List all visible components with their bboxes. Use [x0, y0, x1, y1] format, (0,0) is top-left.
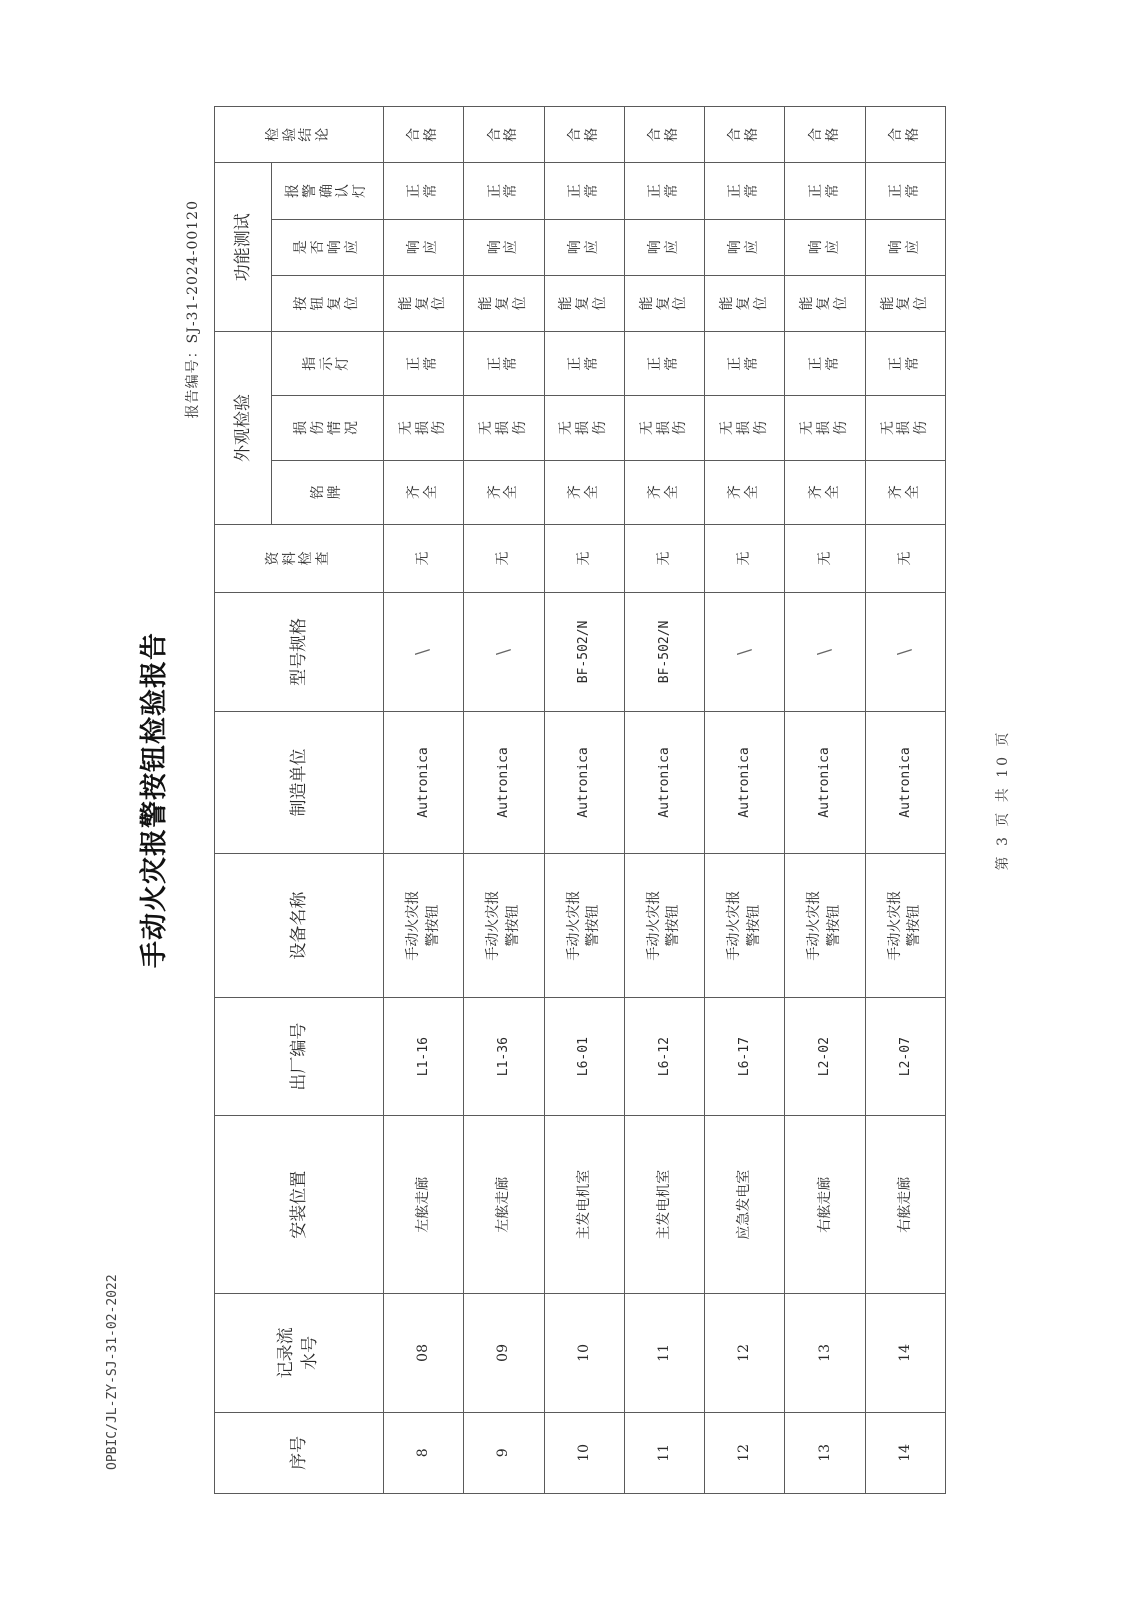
cell-conclusion-text: 合格 [406, 127, 440, 142]
cell-serial-no: L6-12 [624, 997, 704, 1116]
cell-seq: 11 [624, 1412, 704, 1493]
cell-response [624, 219, 704, 275]
cell-damage-text: 无损伤 [719, 421, 769, 435]
cell-alarm-light-text: 正常 [807, 184, 841, 199]
cell-location: 主发电机室 [544, 1116, 624, 1294]
table-body [384, 107, 946, 1494]
cell-damage-text: 无损伤 [558, 421, 609, 435]
cell-doc-check: 无 [544, 524, 624, 592]
cell-conclusion-text: 合格 [566, 127, 600, 142]
cell-indicator [785, 332, 865, 396]
col-doc-check-label: 资料检查 [264, 551, 332, 566]
report-number-value: SJ-31-2024-00120 [185, 200, 201, 344]
cell-response [384, 219, 464, 275]
col-conclusion-label: 检验结论 [264, 127, 332, 142]
cell-button-reset [384, 275, 464, 331]
cell-response-text: 响应 [807, 240, 841, 255]
cell-serial-no: L2-02 [785, 997, 865, 1116]
cell-alarm-light-text: 正常 [727, 184, 761, 199]
table-row [624, 107, 704, 1494]
cell-damage-text: 无损伤 [478, 421, 528, 435]
cell-indicator [544, 332, 624, 396]
cell-conclusion-text: 合格 [486, 127, 520, 142]
cell-button-reset [544, 275, 624, 331]
cell-response-text: 响应 [647, 240, 680, 255]
cell-alarm-light [384, 163, 464, 219]
cell-device-name-text: 手动火灾报警按钮 [806, 890, 843, 961]
cell-nameplate [544, 460, 624, 524]
cell-record-no: 08 [384, 1294, 464, 1413]
report-number [182, 200, 202, 418]
cell-nameplate [464, 460, 544, 524]
cell-indicator-text: 正常 [807, 356, 841, 371]
cell-alarm-light [865, 163, 945, 219]
cell-nameplate [384, 460, 464, 524]
cell-indicator [384, 332, 464, 396]
table-row [544, 107, 624, 1494]
cell-device-name-text: 手动火灾报警按钮 [645, 890, 682, 961]
cell-response [865, 219, 945, 275]
cell-manufacturer: Autronica [384, 711, 464, 854]
cell-device-name [865, 854, 945, 998]
cell-location: 右舷走廊 [865, 1116, 945, 1294]
col-function: 功能测试 [215, 163, 272, 332]
cell-model: BF-502/N [544, 593, 624, 712]
cell-damage [464, 396, 544, 460]
cell-button-reset-text: 能复位 [719, 296, 769, 311]
page-title: 手动火灾报警按钮检验报告 [139, 632, 170, 968]
cell-response-text: 响应 [406, 240, 440, 255]
cell-device-name-text: 手动火灾报警按钮 [886, 890, 923, 961]
col-response [272, 219, 384, 275]
cell-alarm-light-text: 正常 [406, 184, 440, 199]
cell-button-reset-text: 能复位 [799, 296, 849, 311]
col-device-name: 设备名称 [215, 854, 384, 998]
cell-response [544, 219, 624, 275]
cell-indicator [624, 332, 704, 396]
cell-nameplate-text: 齐全 [888, 485, 921, 500]
col-appearance: 外观检验 [215, 332, 272, 525]
cell-doc-check: 无 [464, 524, 544, 592]
cell-record-no: 11 [624, 1294, 704, 1413]
cell-conclusion [384, 107, 464, 163]
table-row [384, 107, 464, 1494]
col-indicator-label: 指示灯 [301, 356, 352, 371]
cell-manufacturer: Autronica [705, 711, 785, 854]
cell-model: \ [705, 593, 785, 712]
cell-nameplate [865, 460, 945, 524]
cell-doc-check: 无 [705, 524, 785, 592]
cell-serial-no: L1-36 [464, 997, 544, 1116]
cell-damage-text: 无损伤 [879, 421, 930, 435]
cell-record-no: 14 [865, 1294, 945, 1413]
cell-damage-text: 无损伤 [397, 421, 448, 435]
cell-response-text: 响应 [727, 240, 761, 255]
cell-damage [544, 396, 624, 460]
cell-doc-check: 无 [785, 524, 865, 592]
col-nameplate [272, 460, 384, 524]
col-doc-check [215, 524, 384, 592]
cell-alarm-light [624, 163, 704, 219]
cell-seq: 13 [785, 1412, 865, 1493]
cell-nameplate-text: 齐全 [647, 485, 680, 500]
col-serial-no: 出厂编号 [215, 997, 384, 1116]
cell-record-no: 09 [464, 1294, 544, 1413]
cell-device-name-text: 手动火灾报警按钮 [565, 890, 602, 961]
cell-serial-no: L2-07 [865, 997, 945, 1116]
cell-nameplate [785, 460, 865, 524]
col-button-reset [272, 275, 384, 331]
cell-model: \ [464, 593, 544, 712]
cell-nameplate-text: 齐全 [566, 485, 600, 500]
cell-model: \ [384, 593, 464, 712]
table-row [865, 107, 945, 1494]
cell-location: 应急发电室 [705, 1116, 785, 1294]
cell-nameplate-text: 齐全 [807, 485, 841, 500]
cell-button-reset [865, 275, 945, 331]
cell-damage-text: 无损伤 [638, 421, 689, 435]
cell-conclusion [544, 107, 624, 163]
cell-indicator-text: 正常 [727, 356, 761, 371]
cell-manufacturer: Autronica [624, 711, 704, 854]
cell-conclusion [705, 107, 785, 163]
col-seq: 序号 [215, 1412, 384, 1493]
form-code: OPBIC/JL-ZY-SJ-31-02-2022 [105, 1274, 120, 1470]
cell-record-no: 13 [785, 1294, 865, 1413]
cell-location: 左舷走廊 [384, 1116, 464, 1294]
cell-alarm-light-text: 正常 [486, 184, 520, 199]
cell-nameplate [705, 460, 785, 524]
page-number: 第 3 页 共 10 页 [995, 729, 1011, 871]
cell-indicator [865, 332, 945, 396]
cell-conclusion [464, 107, 544, 163]
cell-button-reset [785, 275, 865, 331]
cell-device-name [785, 854, 865, 998]
cell-button-reset [705, 275, 785, 331]
cell-location: 主发电机室 [624, 1116, 704, 1294]
cell-seq: 9 [464, 1412, 544, 1493]
cell-serial-no: L1-16 [384, 997, 464, 1116]
table-row [464, 107, 544, 1494]
cell-record-no: 10 [544, 1294, 624, 1413]
col-indicator [272, 332, 384, 396]
cell-indicator-text: 正常 [566, 356, 600, 371]
cell-response [464, 219, 544, 275]
cell-seq: 10 [544, 1412, 624, 1493]
cell-device-name [384, 854, 464, 998]
cell-nameplate-text: 齐全 [727, 485, 761, 500]
cell-device-name [705, 854, 785, 998]
cell-response-text: 响应 [566, 240, 600, 255]
col-damage [272, 396, 384, 460]
cell-manufacturer: Autronica [785, 711, 865, 854]
cell-device-name-text: 手动火灾报警按钮 [726, 890, 762, 961]
cell-nameplate-text: 齐全 [406, 485, 440, 500]
cell-model: BF-502/N [624, 593, 704, 712]
cell-manufacturer: Autronica [544, 711, 624, 854]
cell-location: 左舷走廊 [464, 1116, 544, 1294]
cell-nameplate-text: 齐全 [486, 485, 520, 500]
cell-device-name-text: 手动火灾报警按钮 [485, 890, 521, 961]
cell-manufacturer: Autronica [865, 711, 945, 854]
cell-indicator-text: 正常 [888, 356, 921, 371]
cell-damage [865, 396, 945, 460]
cell-response [705, 219, 785, 275]
cell-doc-check: 无 [865, 524, 945, 592]
cell-alarm-light [785, 163, 865, 219]
col-button-reset-label: 按钮复位 [293, 296, 360, 311]
col-manufacturer: 制造单位 [215, 711, 384, 854]
cell-seq: 8 [384, 1412, 464, 1493]
col-conclusion [215, 107, 384, 163]
cell-damage [785, 396, 865, 460]
cell-nameplate [624, 460, 704, 524]
cell-alarm-light-text: 正常 [647, 184, 680, 199]
cell-button-reset-text: 能复位 [397, 296, 448, 311]
cell-alarm-light [705, 163, 785, 219]
cell-alarm-light-text: 正常 [888, 184, 921, 199]
cell-button-reset-text: 能复位 [558, 296, 609, 311]
cell-button-reset [464, 275, 544, 331]
cell-device-name-text: 手动火灾报警按钮 [405, 890, 441, 961]
cell-button-reset [624, 275, 704, 331]
cell-response-text: 响应 [888, 240, 921, 255]
cell-damage-text: 无损伤 [799, 421, 849, 435]
cell-seq: 12 [705, 1412, 785, 1493]
report-number-label: 报告编号： [185, 343, 201, 419]
cell-record-no: 12 [705, 1294, 785, 1413]
cell-doc-check: 无 [384, 524, 464, 592]
col-record-no-label: 记录流水号 [276, 1327, 320, 1379]
cell-device-name [544, 854, 624, 998]
cell-seq: 14 [865, 1412, 945, 1493]
cell-damage [705, 396, 785, 460]
cell-conclusion-text: 合格 [647, 127, 680, 142]
col-response-label: 是否响应 [293, 240, 360, 255]
cell-button-reset-text: 能复位 [638, 296, 689, 311]
cell-indicator-text: 正常 [486, 356, 520, 371]
cell-serial-no: L6-01 [544, 997, 624, 1116]
cell-conclusion [624, 107, 704, 163]
cell-alarm-light [544, 163, 624, 219]
cell-doc-check: 无 [624, 524, 704, 592]
cell-response [785, 219, 865, 275]
col-alarm-light [272, 163, 384, 219]
cell-conclusion [865, 107, 945, 163]
cell-alarm-light-text: 正常 [566, 184, 600, 199]
col-model: 型号规格 [215, 593, 384, 712]
inspection-table [214, 106, 946, 1494]
col-record-no [215, 1294, 384, 1413]
cell-conclusion-text: 合格 [888, 127, 921, 142]
table-row [705, 107, 785, 1494]
cell-response-text: 响应 [486, 240, 520, 255]
col-nameplate-label: 铭牌 [310, 485, 343, 500]
cell-damage [624, 396, 704, 460]
col-location: 安装位置 [215, 1116, 384, 1294]
cell-indicator [705, 332, 785, 396]
cell-device-name [464, 854, 544, 998]
cell-button-reset-text: 能复位 [879, 296, 930, 311]
cell-indicator [464, 332, 544, 396]
cell-serial-no: L6-17 [705, 997, 785, 1116]
cell-model: \ [785, 593, 865, 712]
cell-button-reset-text: 能复位 [478, 296, 528, 311]
cell-device-name [624, 854, 704, 998]
cell-location: 右舷走廊 [785, 1116, 865, 1294]
cell-conclusion [785, 107, 865, 163]
cell-indicator-text: 正常 [406, 356, 440, 371]
cell-model: \ [865, 593, 945, 712]
cell-damage [384, 396, 464, 460]
cell-conclusion-text: 合格 [807, 127, 841, 142]
cell-alarm-light [464, 163, 544, 219]
table-row [785, 107, 865, 1494]
cell-conclusion-text: 合格 [727, 127, 761, 142]
cell-manufacturer: Autronica [464, 711, 544, 854]
col-alarm-light-label: 报警确认灯 [284, 184, 369, 199]
cell-indicator-text: 正常 [647, 356, 680, 371]
col-damage-label: 损伤情况 [293, 421, 360, 435]
